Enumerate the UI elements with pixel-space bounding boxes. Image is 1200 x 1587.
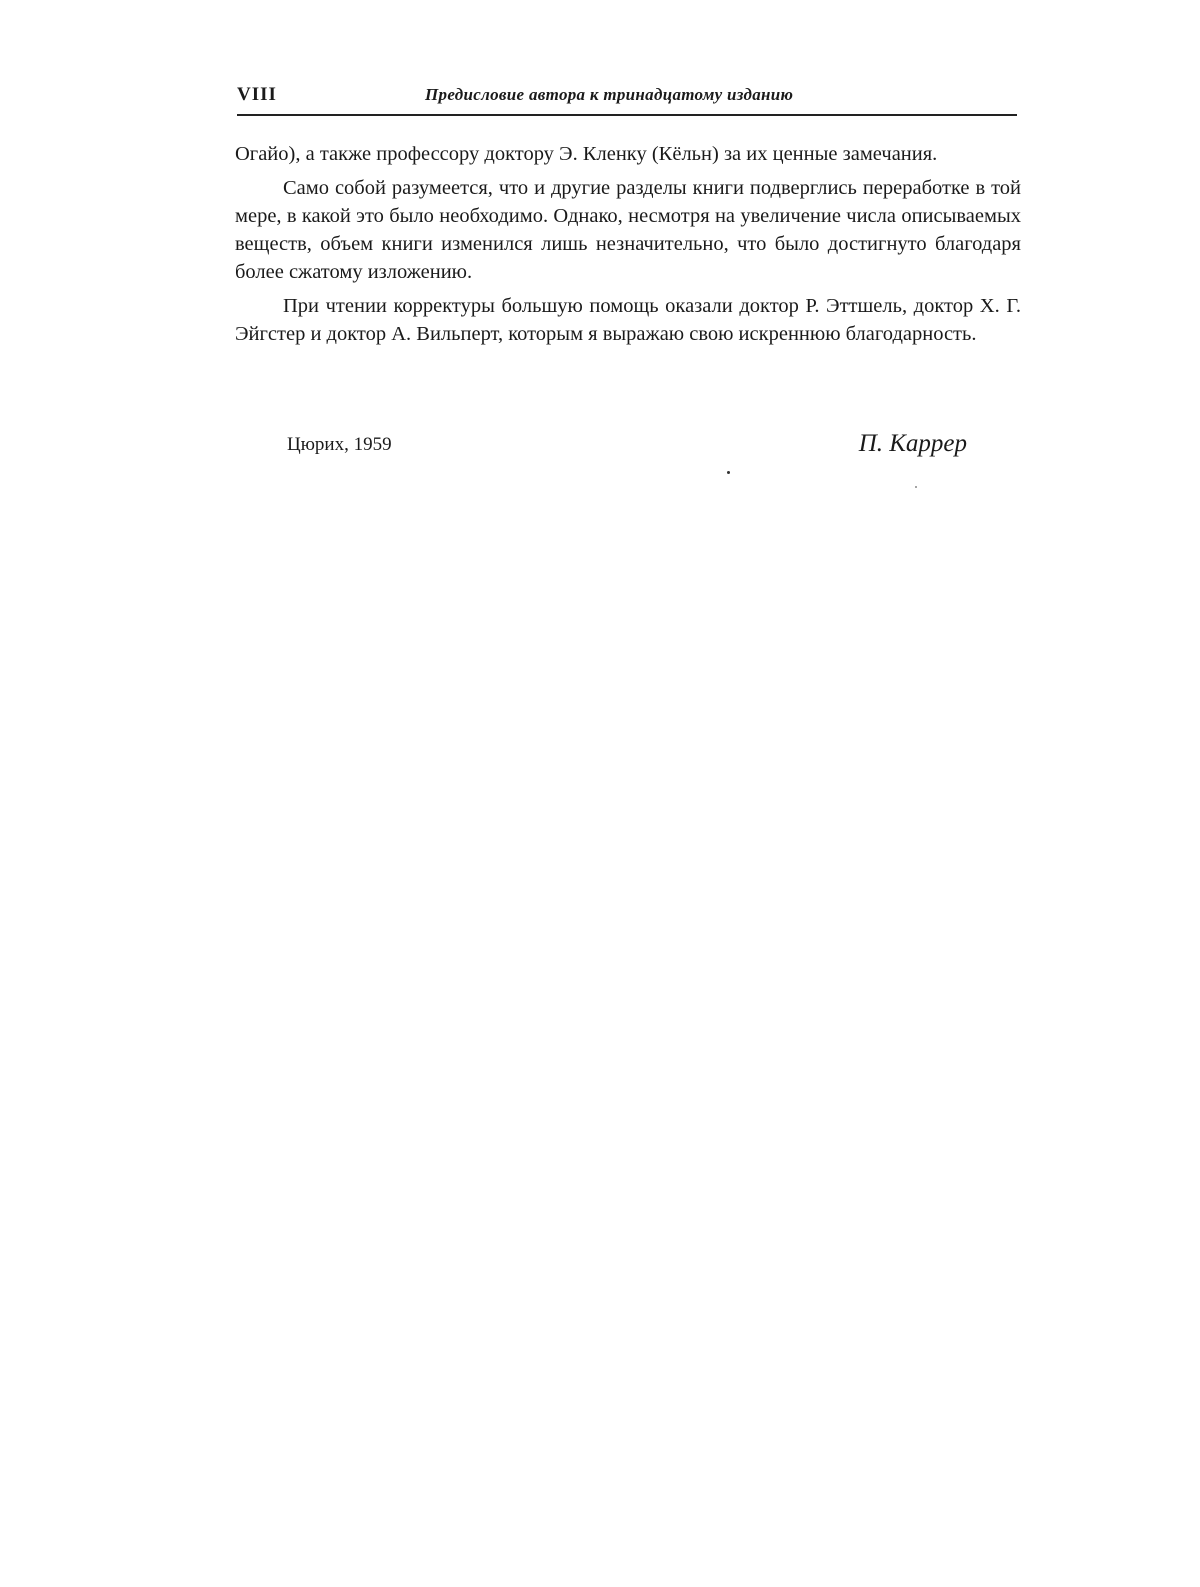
running-head [237,84,1017,112]
print-speck [915,486,917,488]
print-speck [727,471,730,474]
author-name: П. Каррер [858,430,967,457]
header-rule [237,114,1017,116]
paragraph-acknowledgement: При чтении корректуры большую помощь оказали доктор Р. Эттшель, доктор Х. Г. Эйгстер и доктор А. Вильперт, которым я выражаю свою искреннюю благодарность. [235,295,1021,345]
place-date: Цюрих, 1959 [287,434,392,455]
body-text [235,140,1021,354]
paragraph-revision: Само собой разумеется, что и другие разделы книги подверглись переработке в той мере, в какой это было необходимо. Однако, несмотря на увеличение числа описываемых веществ, объем книги изменился лишь незначительно, что было достигнуто благодаря более сжатому изложению. [235,177,1021,283]
header-title: Предисловие автора к тринадцатому изданию [425,85,794,104]
page-number: VIII [237,84,277,105]
paragraph-continuation: Огайо), а также профессору доктору Э. Кленку (Кёльн) за их ценные замечания. [235,143,938,165]
signoff [287,432,967,466]
